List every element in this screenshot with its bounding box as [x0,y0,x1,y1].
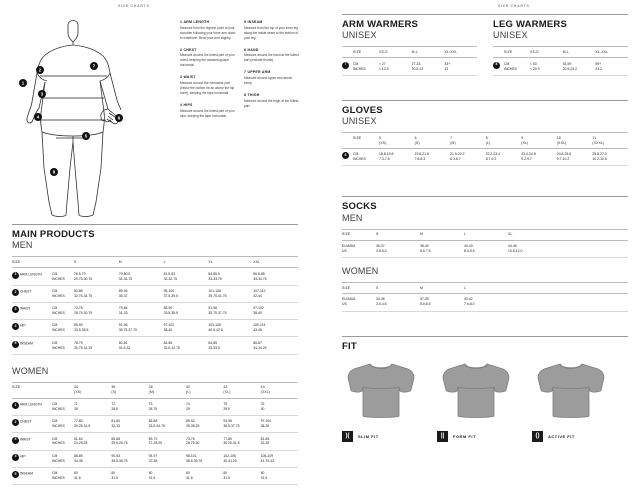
section-socks [342,196,628,311]
gloves-title: GLOVES [342,104,383,116]
how-to-text: Measure from the top of your inner leg along the inside seam to the bottom of your leg. [244,25,299,40]
table-row [12,450,298,467]
svg-text:7: 7 [92,63,96,69]
form-fit-chip-icon: || [437,431,448,442]
running-head-right: SIZE CHARTS [498,4,530,8]
socks-women-subtitle: WOMEN [342,266,379,277]
marker-badge: 2 [12,419,19,426]
section-gloves [342,100,628,167]
value-cell: 97-102 38-40 [253,302,298,319]
gloves-marker [342,149,353,166]
table-header-row [342,229,628,240]
row-label: 5 INSEAM [12,337,52,354]
col-size-label: SIZE [12,382,52,398]
main-products-women-table [12,382,298,485]
value-cell: 69-72 27-28.25 [149,433,186,450]
table-row [12,320,298,337]
value-cell: < 53 < 20.9 [530,58,563,75]
unit-cell: CM INCHES [52,337,74,354]
form-fit-shirt-icon [437,360,515,422]
how-to-item [180,20,236,41]
table-row [342,58,477,75]
svg-text:8: 8 [52,169,56,175]
how-to-column-2 [244,20,300,126]
col-header: S [74,257,119,268]
section-fit [342,336,628,442]
value-cell: 80 31.5 [111,467,148,484]
unit-cell: EU/ASIA US [342,294,376,311]
value-cell: 103-108 40.5-42.5 [208,320,253,337]
how-to-measure-instructions [180,20,300,126]
col-header: XS-S [530,47,563,58]
fit-label: FORM FIT [453,433,476,439]
fit-label: ACTIVE FIT [548,433,575,439]
col-header: S [376,229,420,240]
value-cell: 22.2-23.4 8.7-9.2 [486,149,522,166]
value-cell: 85-90 33.5-35.5 [164,302,209,319]
how-to-item [244,70,300,86]
value-cell: 84-85 33-33.5 [208,337,253,354]
value-cell: 61-64 24-25.25 [74,433,111,450]
unit-cell: CM INCHES [52,467,74,484]
value-cell: 23.4-24.8 9.2-9.7 [521,149,557,166]
fit-label: SLIM FIT [358,433,379,439]
marker-badge: 5 [12,341,19,348]
table-header-row [12,382,298,398]
table-row [12,467,298,484]
how-to-num: 2 [180,47,183,52]
value-cell: 81.5-83 32-32.75 [164,268,209,285]
unit-cell: CM INCHES [52,285,74,302]
how-to-text: Measure around the hand at the fullest part (exclude thumb). [244,53,299,63]
value-cell: 78-79 30.75-31.25 [74,337,119,354]
col-header: 42 (XL) [223,382,260,398]
socks-men-table [342,229,628,258]
value-cell: 27-33 10.5-13 [412,58,445,75]
section-warmers [342,14,628,76]
how-to-num: 4 [180,102,183,107]
value-cell: 97-100 38-39 [261,416,298,433]
how-to-column-1 [180,20,236,126]
value-cell: 18.8-19.8 7.3-7.8 [379,149,415,166]
col-header: XL-XXL [444,47,477,58]
unit-cell: CM INCHES [52,433,74,450]
active-fit-shirt-icon [532,360,610,422]
col-header: XL [508,229,552,240]
value-cell: 75 29.5 [223,398,260,415]
value-cell: 106-109 41.75-43 [261,450,298,467]
value-cell: 74 29 [186,398,223,415]
unit-cell: CM INCHES [52,320,74,337]
col-header: 6 (S) [415,133,451,149]
svg-text:5: 5 [84,133,88,139]
how-to-text: Measure around the fullest part of your hips, keeping the tape horizontal. [180,108,235,118]
how-to-text: Measure around the fullest part of your chest, keeping the measuring tape horizontal. [180,53,235,68]
leg-warmers-subtitle: UNISEX [493,30,528,41]
value-cell: 53-59 20.9-23.2 [563,58,596,75]
how-to-item [244,93,300,109]
how-to-item [244,20,300,41]
how-to-title: HAND [247,47,259,52]
how-to-item [180,48,236,69]
value-cell: 72 28.5 [111,398,148,415]
value-cell: 81-84 32-33 [111,416,148,433]
table-row [12,285,298,302]
col-header: 7 (M) [450,133,486,149]
col-header: 5 (XS) [379,133,415,149]
svg-text:3: 3 [40,91,44,97]
marker-badge: 3 [12,306,19,313]
value-cell: 101-106 39.75-41.75 [208,285,253,302]
value-cell: 33+ 13 [444,58,477,75]
value-cell: 97-102 38-40 [164,320,209,337]
value-cell: 107-112 42-44 [253,285,298,302]
section-main-products-men [12,224,298,355]
value-cell: 76 30 [261,398,298,415]
value-cell: 24.8-25.8 9.7-10.2 [557,149,593,166]
table-row [342,240,628,257]
value-cell: 73-76 28.75-30 [186,433,223,450]
unit-cell: CM INCHES [52,398,74,415]
value-cell: 77-80 30.25-31.5 [223,433,260,450]
body-outline-figure [16,16,156,221]
left-column [12,14,298,496]
how-to-num: 7 [244,70,247,75]
table-row [12,337,298,354]
value-cell: 95-100 37.5-39.5 [164,285,209,302]
marker-badge: 1 [12,272,19,279]
how-to-title: ARM LENGTH [183,20,210,24]
col-header: XL [208,257,253,268]
value-cell: 71 28 [74,398,111,415]
how-to-item [244,48,300,64]
gloves-subtitle: UNISEX [342,115,377,126]
slim-fit-shirt-icon [342,360,420,422]
how-to-text: Measure around upper arm above bicep. [244,76,293,86]
fit-item-active [532,360,627,442]
socks-men-subtitle: MEN [342,212,363,223]
col-size-label: SIZE [353,47,379,58]
col-size-label: SIZE [504,47,530,58]
how-to-num: 6 [244,47,247,52]
value-cell: 102-105 40-41.25 [223,450,260,467]
value-cell: 94-97 37-38 [149,450,186,467]
unit-cell: CM INCHES [52,416,74,433]
col-header: M [420,283,464,294]
unit-cell: CM INCHES [52,450,74,467]
value-cell: 76.5-79 29.75-30.75 [74,268,119,285]
marker-badge: 8 [493,62,500,69]
how-to-title: INSEAM [247,20,263,24]
table-row [12,398,298,415]
fit-item-form [437,360,532,442]
arm-warmers-table [342,46,477,75]
value-cell: 38-40 6.0-7.5 [420,240,464,257]
how-to-num: 5 [244,20,247,24]
table-header-row [342,283,628,294]
how-to-text: Measure around the thigh at the fullest part. [244,98,299,108]
value-cell: 86-87 34-34.25 [253,337,298,354]
value-cell: 80-81 31.5-32 [119,337,164,354]
value-cell: 84-85.5 33-33.75 [208,268,253,285]
value-cell: 40-42 7.5-8.0 [464,294,508,311]
unit-cell: EU/ASIA US [342,240,376,257]
table-row [12,302,298,319]
value-cell: 84-85 32.5-32.75 [164,337,209,354]
value-cell: 85-90 33.5-35.5 [74,320,119,337]
row-label: 2 CHEST [12,416,52,433]
marker-badge: 2 [12,289,19,296]
unit-cell: CM INCHES [52,268,74,285]
fit-items [342,360,628,442]
main-products-men-subtitle: MEN [12,240,33,251]
leg-warmers-table [493,46,628,75]
marker-badge: 3 [12,437,19,444]
value-cell: 86.5-88 34-34.75 [253,268,298,285]
unit-cell: CM INCHES [353,149,379,166]
how-to-item [180,75,236,96]
how-to-title: WAIST [183,75,196,80]
col-header: 9 (XL) [521,133,557,149]
value-cell: 80 31.5 [186,467,223,484]
table-header-row [342,47,477,58]
col-header: 34 (XS) [74,382,111,398]
fit-item-slim [342,360,437,442]
leg-warmers-block [493,20,628,76]
row-label: 1 ARM LENGTH [12,398,52,415]
row-label: 4 HIP [12,450,52,467]
running-head-left: SIZE CHARTS [118,4,150,8]
row-label: 3 WAIST [12,433,52,450]
table-row [12,433,298,450]
value-cell: 83-88 32.75-34.75 [74,285,119,302]
section-main-products-women [12,366,298,485]
how-to-text: Measure around the narrowest part (below the bottom rib an above the hip bone), keeping the tape horizontal. [180,81,235,95]
col-header: L [464,229,508,240]
col-header: XXL [253,257,298,268]
marker-badge: 4 [12,454,19,461]
col-header: S [376,283,420,294]
marker-badge: 4 [12,323,19,330]
right-column [342,14,628,453]
gloves-table [342,132,628,166]
col-header: 36 (S) [111,382,148,398]
unit-cell: CM INCHES [504,58,530,75]
value-cell: 34-36 3.0-4.5 [376,294,420,311]
col-size-label: SIZE [342,283,376,294]
row-label: 1 ARM LENGTH [12,268,52,285]
col-header: XL-XXL [595,47,628,58]
table-header-row [12,257,298,268]
value-cell: 25.8-27.0 10.2-10.6 [592,149,628,166]
value-cell: 80 31.5 [149,467,186,484]
slim-fit-chip-icon: )( [342,431,353,442]
value-cell: 79-84 31-33 [119,302,164,319]
marker-badge: 6 [342,152,349,159]
value-cell: < 27 < 10.5 [379,58,412,75]
table-row [493,58,628,75]
socks-women-table [342,282,628,311]
value-cell: 73 28.75 [149,398,186,415]
value-cell: 93-96 36.5-37.75 [223,416,260,433]
value-cell: 80 31.5 [261,467,298,484]
table-header-row [342,133,628,149]
measurement-figure-block [12,14,298,224]
value-cell: 40-43 8.0-9.5 [464,240,508,257]
how-to-num: 8 [244,93,247,98]
value-cell: 85-88 33.5-34.75 [149,416,186,433]
how-to-item [180,103,236,119]
col-header: L [464,283,508,294]
value-cell: 73-78 28.75-30.75 [74,302,119,319]
value-cell: 86-89 34-35 [74,450,111,467]
value-cell: 80 31.5 [74,467,111,484]
col-header: 44 (XXL) [261,382,298,398]
col-header: M-L [412,47,445,58]
table-row [342,149,628,166]
svg-text:1: 1 [21,80,25,86]
svg-text:6: 6 [117,115,121,121]
main-products-men-table [12,256,298,354]
value-cell: 91-96 35.75-37.75 [119,320,164,337]
col-header: 11 (XXXL) [592,133,628,149]
col-header: 10 (XXL) [557,133,593,149]
fit-title: FIT [342,340,357,352]
value-cell: 59+ 23.2 [595,58,628,75]
table-row [12,416,298,433]
unit-cell: CM INCHES [353,58,379,75]
marker-badge: 7 [342,62,349,69]
main-products-women-subtitle: WOMEN [12,365,49,376]
how-to-text: Measure from the highest point of your shoulder following your bone arm down to wristbone. Bend your arm slightly. [180,25,236,40]
value-cell: 81-84 32-33 [261,433,298,450]
how-to-title: UPPER ARM [247,70,271,75]
row-label: 2 CHEST [12,285,52,302]
col-header: L [164,257,209,268]
col-size-label: SIZE [353,133,379,149]
col-header: 38 (M) [149,382,186,398]
value-cell: 37-39 5.0-6.5 [420,294,464,311]
value-cell: 90-93 35.5-36.75 [111,450,148,467]
col-header: XS-S [379,47,412,58]
value-cell: 98-101 38.5-39.75 [186,450,223,467]
col-header: M [420,229,464,240]
how-to-title: CHEST [183,47,197,52]
arm-warmers-block [342,20,477,76]
leg-warmers-title: LEG WARMERS [493,19,567,30]
how-to-num: 3 [180,75,183,80]
col-header: M-L [563,47,596,58]
unit-cell: CM INCHES [52,302,74,319]
table-row [342,294,628,311]
col-header: 40 (L) [186,382,223,398]
how-to-title: THIGH [247,93,260,98]
col-size-label: SIZE [342,229,376,240]
marker-badge: 1 [12,402,19,409]
value-cell: 21.5-22.2 8.3-8.7 [450,149,486,166]
table-header-row [493,47,628,58]
value-cell: 80 31.5 [223,467,260,484]
value-cell: 79-80.5 31-31.75 [119,268,164,285]
row-label: 5 INSEAM [12,467,52,484]
leg-warmers-marker [493,58,504,75]
value-cell: 19.8-21.5 7.8-8.3 [415,149,451,166]
how-to-title: HIPS [183,102,193,107]
svg-text:2: 2 [38,67,42,73]
arm-warmers-title: ARM WARMERS [342,19,419,30]
socks-title: SOCKS [342,201,377,213]
arm-warmers-marker [342,58,353,75]
value-cell: 91-96 35.75-37.75 [208,302,253,319]
table-row [12,268,298,285]
main-products-title: MAIN PRODUCTS [12,229,95,240]
row-label: 3 WAIST [12,302,52,319]
value-cell: 44-46 10.5-12.0 [508,240,552,257]
active-fit-chip-icon: () [532,431,543,442]
value-cell: 65-68 25.5-26.75 [111,433,148,450]
value-cell: 89-94 35-37 [119,285,164,302]
col-header: 8 (L) [486,133,522,149]
marker-badge: 5 [12,471,19,478]
how-to-num: 1 [180,20,183,24]
value-cell: 109-114 43-45 [253,320,298,337]
value-cell: 89-92 35-35.25 [186,416,223,433]
row-label: 4 HIP [12,320,52,337]
col-size-label: SIZE [12,257,52,268]
col-header: M [119,257,164,268]
svg-text:4: 4 [36,114,40,120]
arm-warmers-subtitle: UNISEX [342,30,377,41]
value-cell: 77-80 30.25-31.5 [74,416,111,433]
value-cell: 35-37 3.5-5.0 [376,240,420,257]
